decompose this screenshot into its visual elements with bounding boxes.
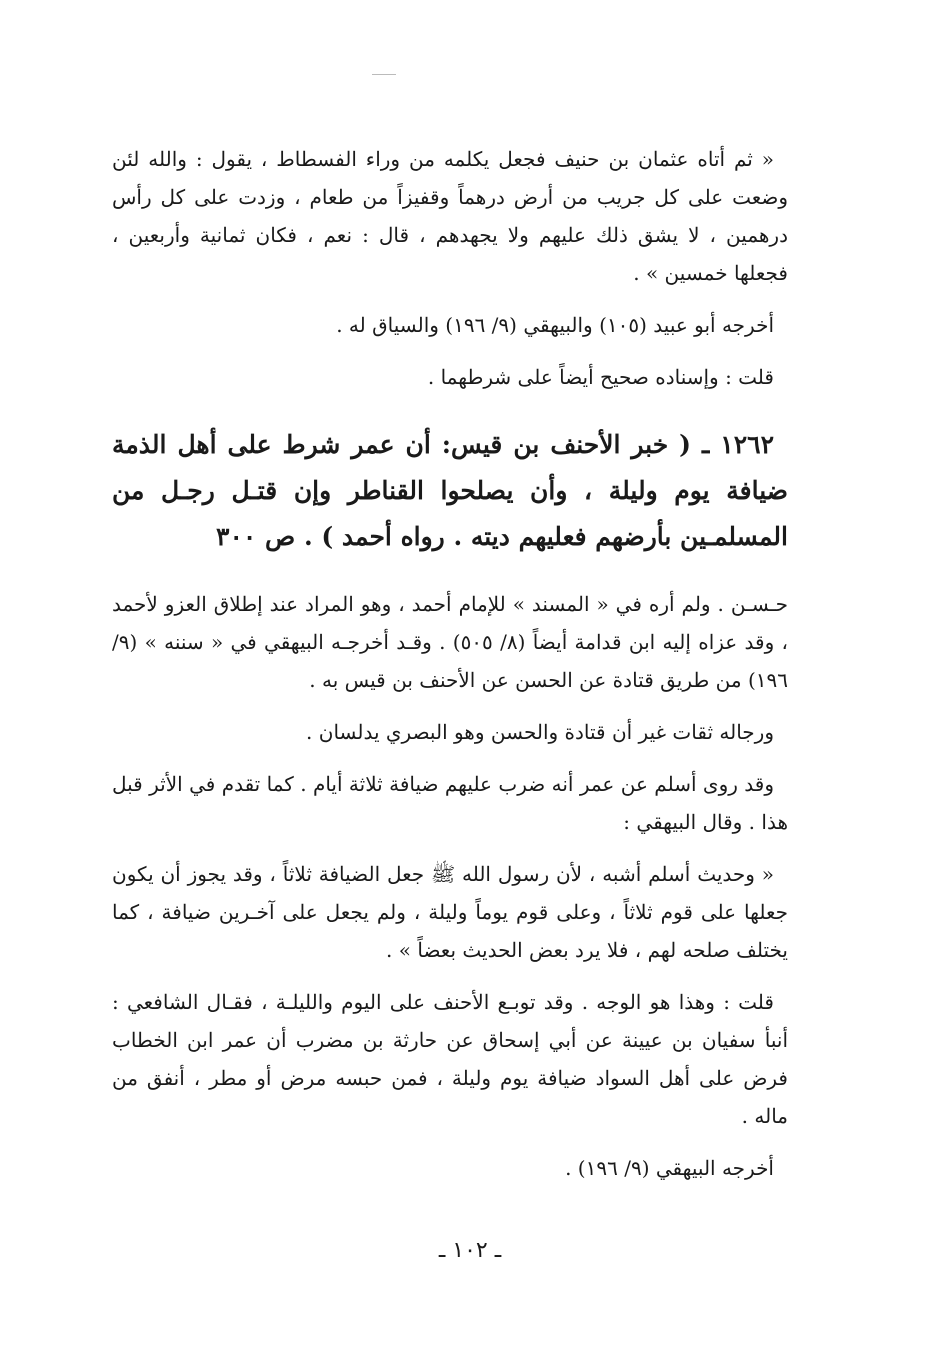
paragraph-qultu-isnad: قلت : وإسناده صحيح أيضاً على شرطهما .	[427, 365, 774, 389]
page-number: ـ ١٠٢ ـ	[438, 1238, 502, 1263]
paragraph-takhrij-bayhaqi: أخرجه البيهقي (٩/ ١٩٦) .	[565, 1156, 774, 1180]
paragraph-aslam-riwaya: وقد روى أسلم عن عمر أنه ضرب عليهم ضيافة ثلاثة أيام . كما تقدم في الأثر قبل هذا . وقال البيهقي :	[112, 772, 788, 834]
top-rule	[372, 74, 396, 75]
page-body	[112, 140, 788, 1187]
hadith-heading-1262: ١٢٦٢ ـ ( خبر الأحنف بن قيس: أن عمر شرط على أهل الذمة ضيافة يوم وليلة ، وأن يصلحوا القناطر وإن قتـل رجـل من المسلمـين بأرضهم فعليهم ديته . رواه أحمد ) . ص ٣٠٠	[112, 430, 788, 551]
paragraph-rijal: ورجاله ثقات غير أن قتادة والحسن وهو البصري يدلسان .	[306, 720, 774, 744]
paragraph-hasan-comment: حـسـن . ولم أره في « المسند » للإمام أحمد ، وهو المراد عند إطلاق العزو لأحمد ، وقد عزاه إليه ابن قدامة أيضاً (٨/ ٥٠٥) . وقـد أخرجـه البيهقي في « سننه » (٩/ ١٩٦) من طريق قتادة عن الحسن عن الأحنف بن قيس به .	[112, 592, 788, 692]
paragraph-takhrij-abu-ubaid: أخرجه أبو عبيد (١٠٥) والبيهقي (٩/ ١٩٦) والسياق له .	[336, 313, 774, 337]
paragraph-qultu-shafii: قلت : وهذا هو الوجه . وقد توبـع الأحنف على اليوم والليلـة ، فقـال الشافعي : أنبأ سفيان بن عيينة عن أبي إسحاق عن حارثة بن مضرب أن عمر ابن الخطاب فرض على أهل السواد ضيافة يوم وليلة ، فمن حبسه مرض أو مطر ، أنفق من ماله .	[112, 990, 788, 1128]
paragraph-bayhaqi-quote: « وحديث أسلم أشبه ، لأن رسول الله ﷺ جعل الضيافة ثلاثاً ، وقد يجوز أن يكون جعلها على قوم ثلاثاً ، وعلى قوم يوماً وليلة ، ولم يجعل على آخـرين ضيافة ، كما يختلف صلحه لهم ، فلا يرد بعض الحديث بعضاً » .	[112, 862, 788, 962]
paragraph-quote-uthman: « ثم أتاه عثمان بن حنيف فجعل يكلمه من وراء الفسطاط ، يقول : والله لئن وضعت على كل جريب من أرض درهماً وقفيزاً من طعام ، وزدت على كل رأس درهمين ، لا يشق ذلك عليهم ولا يجهدهم ، قال : نعم ، فكان ثمانية وأربعين ، فجعلها خمسين » .	[112, 147, 788, 285]
